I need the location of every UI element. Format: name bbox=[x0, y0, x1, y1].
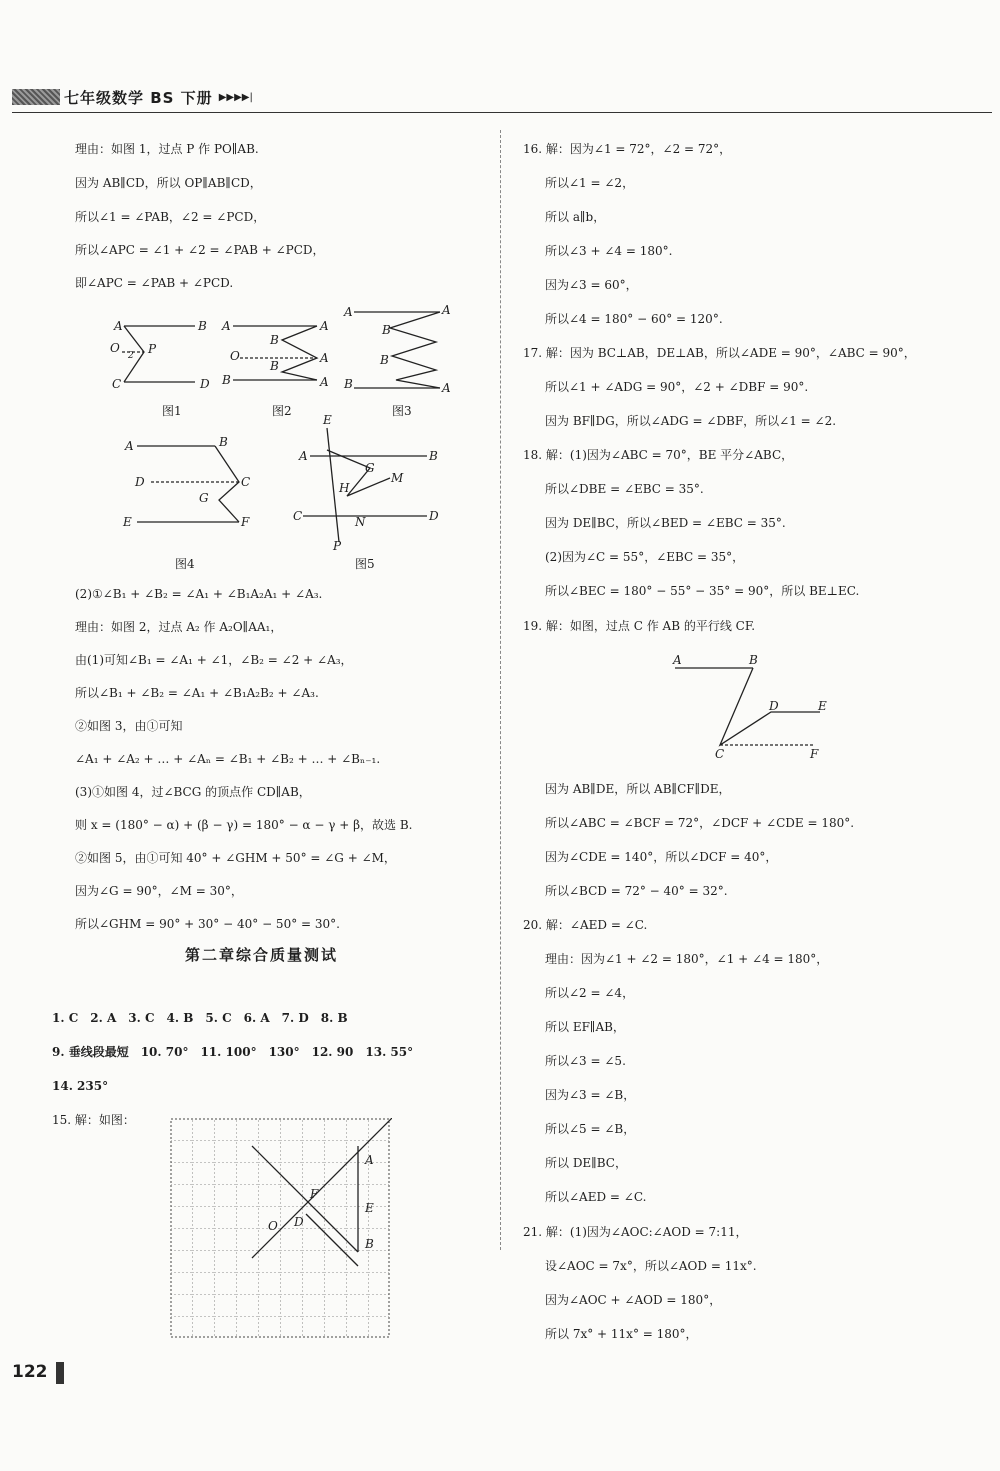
figure-caption: 图1 bbox=[162, 404, 182, 418]
text-line: 理由：因为∠1 + ∠2 = 180°，∠1 + ∠4 = 180°， bbox=[545, 952, 829, 966]
figure-caption: 图4 bbox=[175, 557, 195, 571]
text-line: 20. 解：∠AED = ∠C. bbox=[523, 918, 648, 932]
text-line: ∠A₁ + ∠A₂ + … + ∠Aₙ = ∠B₁ + ∠B₂ + … + ∠Bₙ₋₁. bbox=[75, 752, 381, 766]
text-line: (3)①如图 4，过∠BCG 的顶点作 CD∥AB， bbox=[75, 785, 311, 799]
svg-text:A: A bbox=[320, 375, 329, 389]
svg-text:B: B bbox=[380, 353, 389, 367]
text-line: 19. 解：如图，过点 C 作 AB 的平行线 CF. bbox=[523, 619, 756, 633]
svg-text:E: E bbox=[123, 515, 132, 529]
svg-text:O: O bbox=[230, 349, 240, 363]
svg-text:A: A bbox=[365, 1153, 374, 1167]
svg-text:B: B bbox=[749, 653, 758, 667]
text-line: 16. 解：因为∠1 = 72°，∠2 = 72°， bbox=[523, 142, 732, 156]
svg-text:E: E bbox=[365, 1201, 374, 1215]
svg-text:C: C bbox=[112, 377, 122, 391]
text-line: 所以∠B₁ + ∠B₂ = ∠A₁ + ∠B₁A₂B₂ + ∠A₃. bbox=[75, 686, 319, 700]
text-line: 因为 BF∥DG，所以∠ADG = ∠DBF，所以∠1 = ∠2. bbox=[545, 414, 837, 428]
text-line: 因为∠CDE = 140°，所以∠DCF = 40°， bbox=[545, 850, 778, 864]
grid-figure bbox=[170, 1118, 392, 1340]
svg-text:D: D bbox=[135, 475, 145, 489]
figure-4 bbox=[137, 446, 239, 522]
text-line: 因为∠3 = ∠B， bbox=[545, 1088, 636, 1102]
text-line: 所以∠1 = ∠2， bbox=[545, 176, 635, 190]
figures-1-3 bbox=[100, 300, 470, 400]
text-line: 18. 解：(1)因为∠ABC = 70°，BE 平分∠ABC， bbox=[523, 448, 794, 462]
text-line: 所以 a∥b， bbox=[545, 210, 606, 224]
svg-text:A: A bbox=[442, 381, 451, 395]
figure-caption: 图3 bbox=[392, 404, 412, 418]
svg-text:P: P bbox=[148, 342, 157, 356]
svg-text:B: B bbox=[365, 1237, 374, 1251]
text-line: 即∠APC = ∠PAB + ∠PCD. bbox=[75, 276, 234, 290]
page-number: 122 bbox=[12, 1362, 48, 1382]
text-line: ②如图 5，由①可知 40° + ∠GHM + 50° = ∠G + ∠M， bbox=[75, 851, 396, 865]
svg-text:B: B bbox=[344, 377, 353, 391]
text-line: 所以∠4 = 180° − 60° = 120°. bbox=[545, 312, 723, 326]
svg-text:M: M bbox=[391, 471, 404, 485]
text-line: 所以 DE∥BC， bbox=[545, 1156, 627, 1170]
header-arrows: ▶▶▶▶| bbox=[218, 91, 253, 103]
text-line: (2)①∠B₁ + ∠B₂ = ∠A₁ + ∠B₁A₂A₁ + ∠A₃. bbox=[75, 587, 323, 601]
text-line: 所以 7x° + 11x° = 180°， bbox=[545, 1327, 698, 1341]
svg-text:G: G bbox=[365, 461, 375, 475]
text-line: 理由：如图 2，过点 A₂ 作 A₂O∥AA₁， bbox=[75, 620, 283, 634]
svg-text:2: 2 bbox=[128, 351, 134, 361]
svg-text:C: C bbox=[241, 475, 251, 489]
text-line: 因为∠3 = 60°， bbox=[545, 278, 638, 292]
text-line: 所以∠5 = ∠B， bbox=[545, 1122, 636, 1136]
svg-text:D: D bbox=[429, 509, 439, 523]
svg-text:A: A bbox=[673, 653, 682, 667]
svg-text:C: C bbox=[715, 747, 725, 761]
svg-text:A: A bbox=[320, 319, 329, 333]
text-line: (2)因为∠C = 55°，∠EBC = 35°， bbox=[545, 550, 745, 564]
text-line: 21. 解：(1)因为∠AOC:∠AOD = 7:11， bbox=[523, 1225, 748, 1239]
text-line: 所以∠GHM = 90° + 30° − 40° − 50° = 30°. bbox=[75, 917, 340, 931]
text-line: 17. 解：因为 BC⊥AB，DE⊥AB，所以∠ADE = 90°，∠ABC = 90°， bbox=[523, 346, 916, 360]
text-line: 所以 EF∥AB， bbox=[545, 1020, 625, 1034]
svg-text:B: B bbox=[382, 323, 391, 337]
text-line: 由(1)可知∠B₁ = ∠A₁ + ∠1，∠B₂ = ∠2 + ∠A₃， bbox=[75, 653, 353, 667]
text-line: 因为 AB∥DE，所以 AB∥CF∥DE， bbox=[545, 782, 731, 796]
text-line: 因为∠AOC + ∠AOD = 180°， bbox=[545, 1293, 722, 1307]
svg-text:A: A bbox=[442, 303, 451, 317]
answer-line: 9. 垂线段最短 10. 70° 11. 100° 130° 12. 90 13. 55° bbox=[52, 1045, 414, 1059]
header-title: 七年级数学 BS 下册 bbox=[64, 88, 213, 107]
text-line: 因为∠G = 90°，∠M = 30°， bbox=[75, 884, 243, 898]
svg-text:F: F bbox=[241, 515, 250, 529]
svg-text:A: A bbox=[125, 439, 134, 453]
text-line: 所以∠ABC = ∠BCF = 72°，∠DCF + ∠CDE = 180°. bbox=[545, 816, 855, 830]
answer-line: 14. 235° bbox=[52, 1079, 109, 1093]
svg-text:A: A bbox=[344, 305, 353, 319]
svg-text:B: B bbox=[429, 449, 438, 463]
text-line: 所以∠AED = ∠C. bbox=[545, 1190, 647, 1204]
text-line: 所以∠APC = ∠1 + ∠2 = ∠PAB + ∠PCD， bbox=[75, 243, 325, 257]
figure-5-labels bbox=[293, 413, 439, 550]
text-line: 所以∠DBE = ∠EBC = 35°. bbox=[545, 482, 704, 496]
svg-text:A: A bbox=[320, 351, 329, 365]
svg-text:D: D bbox=[200, 377, 210, 391]
svg-text:E: E bbox=[818, 699, 827, 713]
svg-text:D: D bbox=[294, 1215, 304, 1229]
svg-text:B: B bbox=[270, 333, 279, 347]
figure-caption: 图5 bbox=[355, 557, 375, 571]
svg-text:A: A bbox=[299, 449, 308, 463]
page-header bbox=[12, 86, 253, 108]
svg-text:B: B bbox=[198, 319, 207, 333]
svg-text:C: C bbox=[293, 509, 303, 523]
svg-text:F: F bbox=[810, 747, 819, 761]
svg-text:H: H bbox=[339, 481, 350, 495]
text-line: 因为 AB∥CD，所以 OP∥AB∥CD， bbox=[75, 176, 262, 190]
text-line: 所以∠2 = ∠4， bbox=[545, 986, 635, 1000]
svg-text:F: F bbox=[310, 1187, 319, 1201]
svg-text:O: O bbox=[268, 1219, 278, 1233]
figures-4-5 bbox=[115, 410, 455, 550]
q19-figure bbox=[665, 650, 835, 765]
svg-text:A: A bbox=[114, 319, 123, 333]
figure-caption: 图2 bbox=[272, 404, 292, 418]
svg-text:G: G bbox=[199, 491, 209, 505]
text-line: 所以∠BEC = 180° − 55° − 35° = 90°，所以 BE⊥EC. bbox=[545, 584, 860, 598]
svg-text:D: D bbox=[769, 699, 779, 713]
text-line: 设∠AOC = 7x°，所以∠AOD = 11x°. bbox=[545, 1259, 757, 1273]
column-divider bbox=[500, 130, 501, 1250]
svg-text:N: N bbox=[355, 515, 366, 529]
text-line: 所以∠1 = ∠PAB，∠2 = ∠PCD， bbox=[75, 210, 266, 224]
text-line: 理由：如图 1，过点 P 作 PO∥AB. bbox=[75, 142, 259, 156]
text-line: 所以∠BCD = 72° − 40° = 32°. bbox=[545, 884, 728, 898]
svg-text:B: B bbox=[219, 435, 228, 449]
svg-text:O: O bbox=[110, 341, 120, 355]
figure-3 bbox=[354, 312, 440, 388]
svg-text:B: B bbox=[270, 359, 279, 373]
text-line: 所以∠3 + ∠4 = 180°. bbox=[545, 244, 673, 258]
section-title: 第二章综合质量测试 bbox=[185, 946, 339, 964]
text-line: 则 x = (180° − α) + (β − γ) = 180° − α − γ + β，故选 B. bbox=[75, 818, 413, 832]
figure-3-labels bbox=[343, 303, 451, 395]
svg-text:A: A bbox=[222, 319, 231, 333]
header-decoration bbox=[12, 89, 60, 105]
header-rule bbox=[12, 112, 992, 113]
answer-line: 15. 解：如图： bbox=[52, 1113, 135, 1127]
text-line: 所以∠1 + ∠ADG = 90°，∠2 + ∠DBF = 90°. bbox=[545, 380, 809, 394]
svg-text:P: P bbox=[333, 539, 342, 550]
text-line: ②如图 3，由①可知 bbox=[75, 719, 183, 733]
answer-line: 1. C 2. A 3. C 4. B 5. C 6. A 7. D 8. B bbox=[52, 1011, 348, 1025]
page-number-bar bbox=[56, 1362, 64, 1384]
text-line: 所以∠3 = ∠5. bbox=[545, 1054, 626, 1068]
svg-text:E: E bbox=[323, 413, 332, 427]
text-line: 因为 DE∥BC，所以∠BED = ∠EBC = 35°. bbox=[545, 516, 786, 530]
svg-text:B: B bbox=[222, 373, 231, 387]
